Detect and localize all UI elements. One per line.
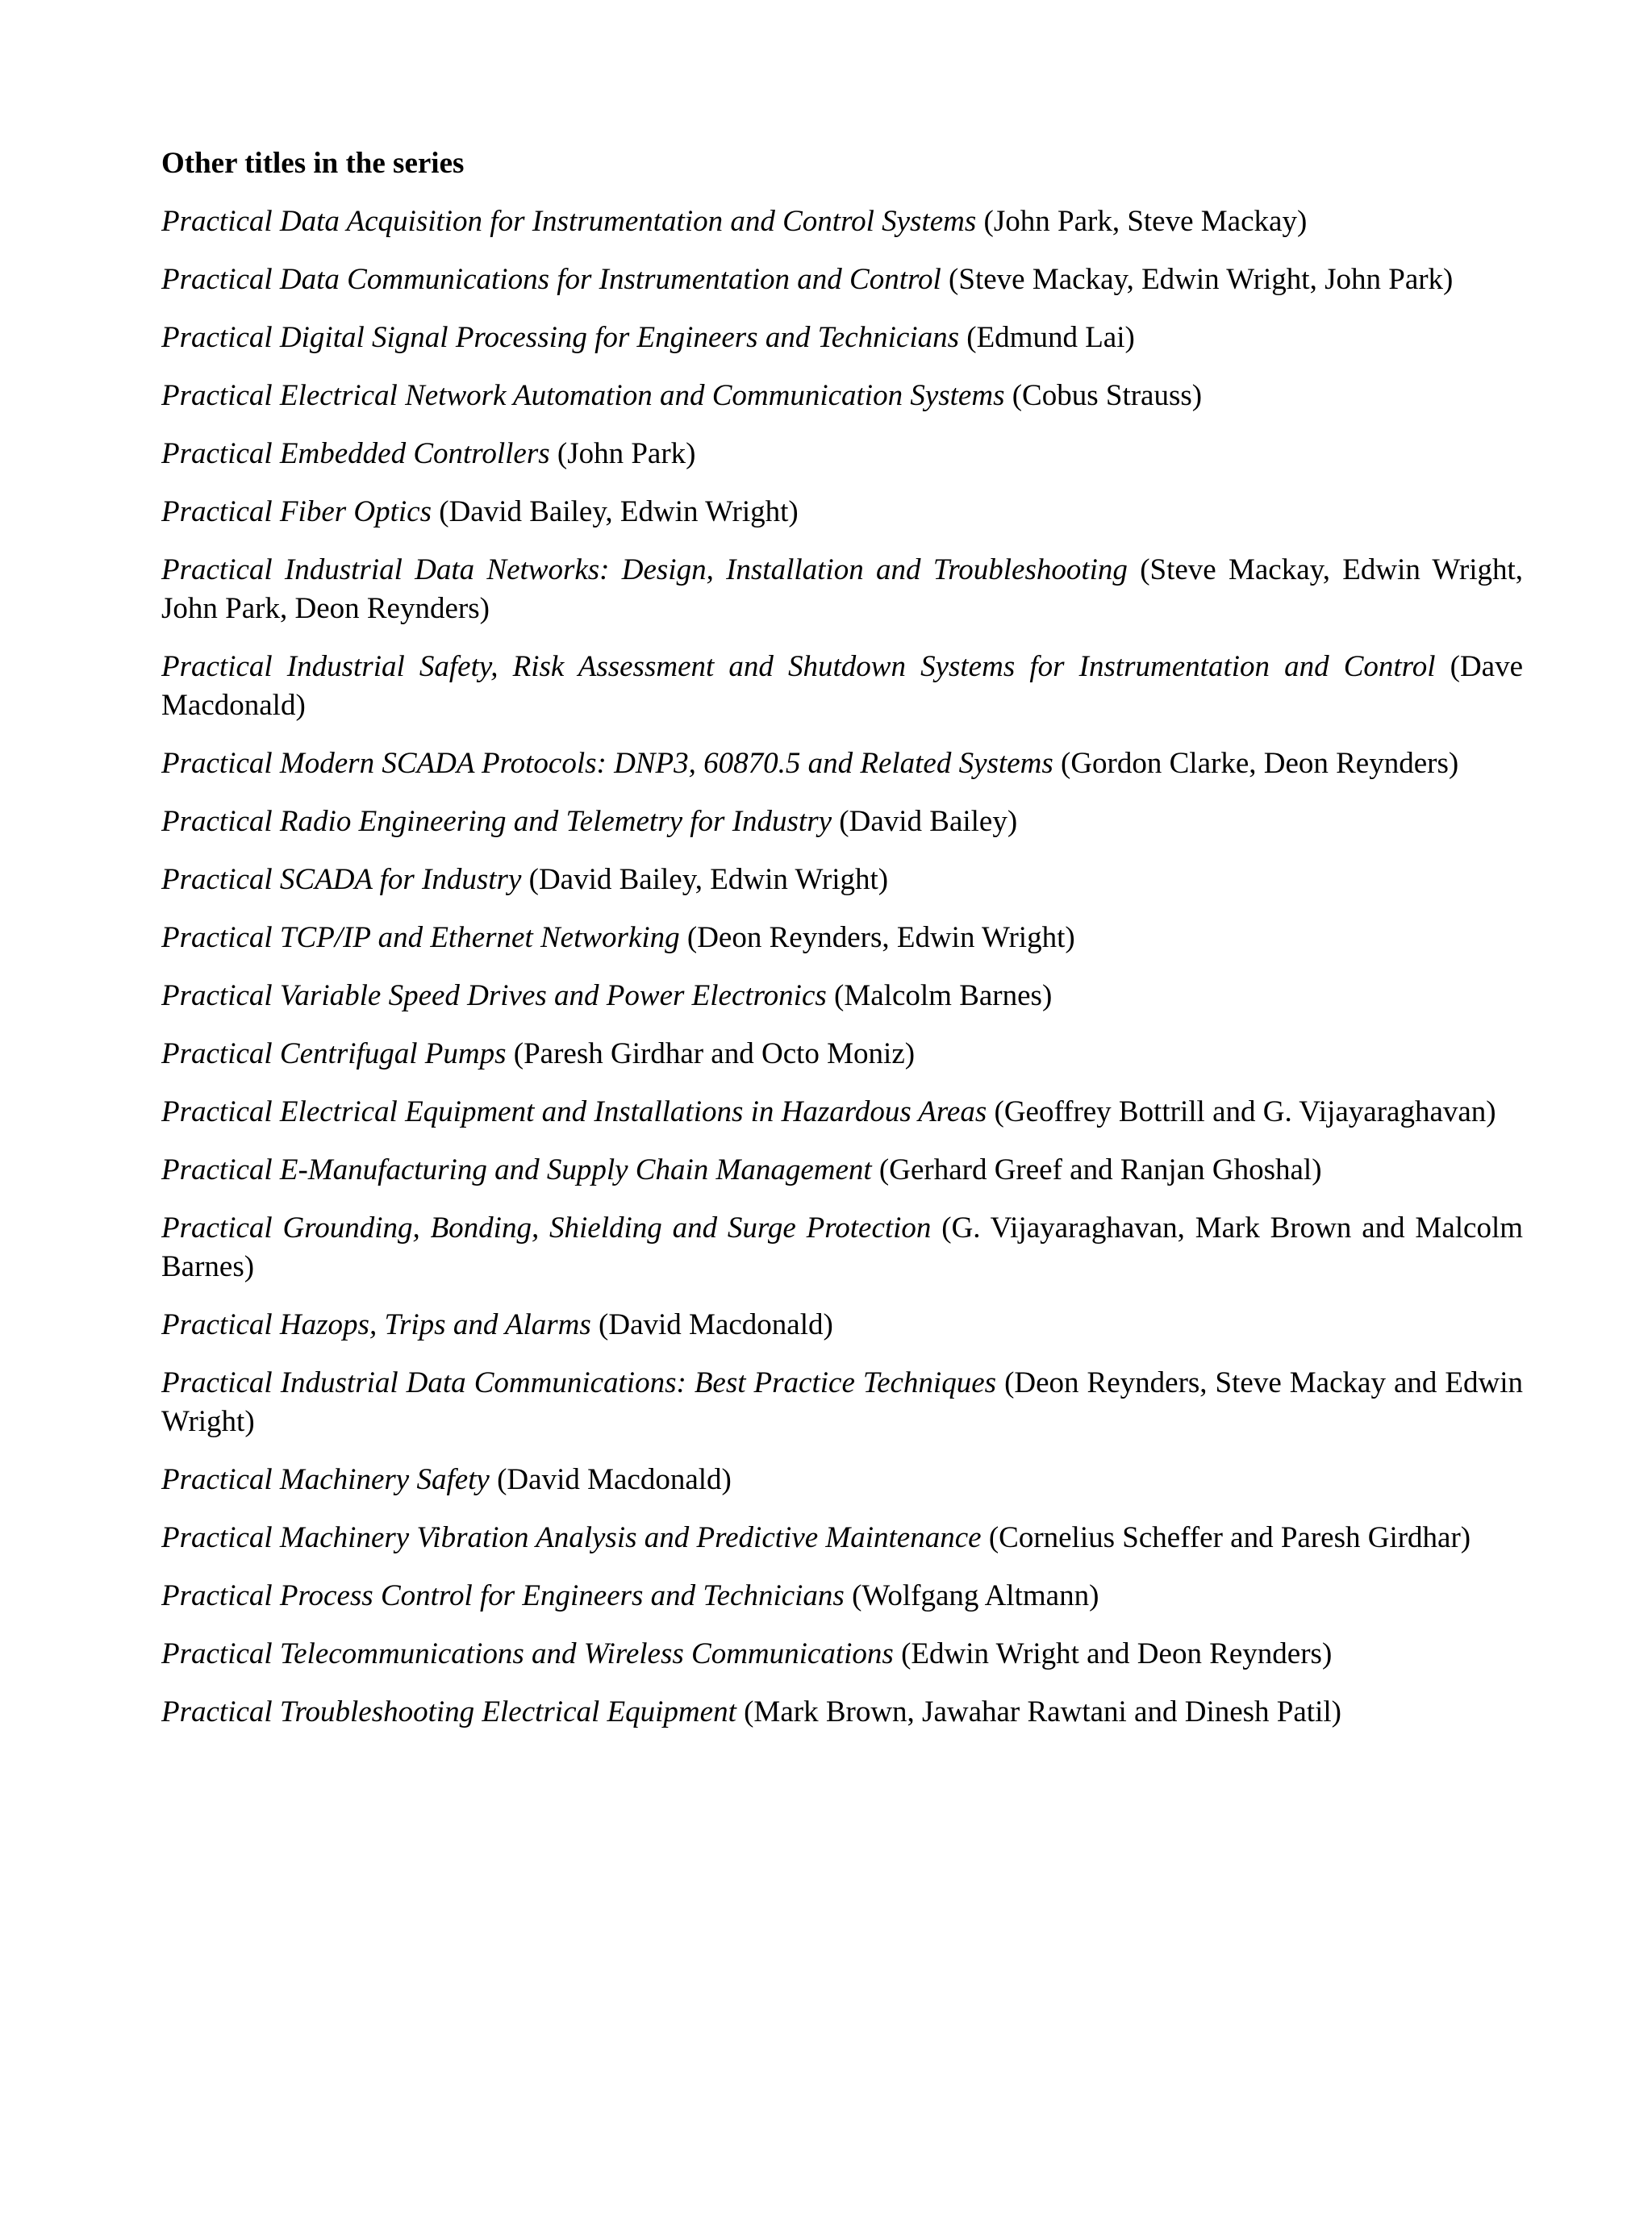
title-entry bbox=[161, 1577, 1523, 1616]
title-entry bbox=[161, 1519, 1523, 1557]
book-authors: (Steve Mackay, Edwin Wright, John Park, Deon Reynders) bbox=[161, 553, 1524, 625]
title-entry bbox=[161, 648, 1523, 725]
book-authors: (Deon Reynders, Edwin Wright) bbox=[686, 921, 1075, 954]
book-title: Practical Modern SCADA Protocols: DNP3, 60870.5 and Related Systems bbox=[161, 747, 1053, 780]
book-authors: (Mark Brown, Jawahar Rawtani and Dinesh Patil) bbox=[744, 1695, 1341, 1728]
book-authors: (David Bailey) bbox=[839, 805, 1018, 838]
title-entry bbox=[161, 1364, 1523, 1441]
book-title: Practical E-Manufacturing and Supply Chain Management bbox=[161, 1153, 872, 1186]
book-title: Practical Industrial Data Communications: Best Practice Techniques bbox=[161, 1366, 997, 1399]
book-authors: (Edmund Lai) bbox=[966, 321, 1135, 354]
title-entry bbox=[161, 1151, 1523, 1190]
title-entry bbox=[161, 861, 1523, 899]
title-entry bbox=[161, 803, 1523, 841]
title-entry bbox=[161, 1635, 1523, 1674]
book-authors: (David Bailey, Edwin Wright) bbox=[528, 863, 889, 896]
book-title: Practical Grounding, Bonding, Shielding and Surge Protection bbox=[161, 1211, 932, 1245]
title-entry bbox=[161, 435, 1523, 473]
book-title: Practical Hazops, Trips and Alarms bbox=[161, 1308, 591, 1341]
book-authors: (John Park, Steve Mackay) bbox=[983, 205, 1308, 238]
book-title: Practical TCP/IP and Ethernet Networking bbox=[161, 921, 680, 954]
book-authors: (John Park) bbox=[557, 437, 696, 470]
book-authors: (Deon Reynders, Steve Mackay and Edwin Wright) bbox=[161, 1366, 1524, 1438]
title-entry bbox=[161, 1209, 1523, 1286]
book-title: Practical Electrical Equipment and Installations in Hazardous Areas bbox=[161, 1095, 987, 1128]
book-title: Practical Industrial Data Networks: Design, Installation and Troubleshooting bbox=[161, 553, 1128, 586]
title-entry bbox=[161, 977, 1523, 1015]
book-title: Practical Process Control for Engineers and Technicians bbox=[161, 1579, 845, 1612]
title-entry bbox=[161, 377, 1523, 415]
book-authors: (Cobus Strauss) bbox=[1012, 379, 1203, 412]
title-entry bbox=[161, 1306, 1523, 1345]
section-heading: Other titles in the series bbox=[161, 147, 465, 180]
book-title: Practical Digital Signal Processing for Engineers and Technicians bbox=[161, 321, 959, 354]
book-title: Practical Data Acquisition for Instrumentation and Control Systems bbox=[161, 205, 977, 238]
book-authors: (David Macdonald) bbox=[599, 1308, 833, 1341]
title-entry bbox=[161, 261, 1523, 299]
title-entry bbox=[161, 493, 1523, 532]
book-title: Practical Electrical Network Automation and Communication Systems bbox=[161, 379, 1005, 412]
titles-list bbox=[161, 202, 1523, 1732]
book-title: Practical Centrifugal Pumps bbox=[161, 1037, 507, 1070]
book-title: Practical Machinery Safety bbox=[161, 1463, 490, 1496]
book-authors: (Geoffrey Bottrill and G. Vijayaraghavan) bbox=[994, 1095, 1496, 1128]
book-authors: (David Bailey, Edwin Wright) bbox=[439, 495, 799, 528]
book-title: Practical Telecommunications and Wireless Communications bbox=[161, 1637, 894, 1670]
page-content bbox=[161, 145, 1523, 1751]
book-authors: (Malcolm Barnes) bbox=[834, 979, 1053, 1012]
book-title: Practical Fiber Optics bbox=[161, 495, 432, 528]
book-title: Practical Troubleshooting Electrical Equipment bbox=[161, 1695, 736, 1728]
book-authors: (Steve Mackay, Edwin Wright, John Park) bbox=[949, 263, 1454, 296]
book-authors: (G. Vijayaraghavan, Mark Brown and Malcolm Barnes) bbox=[161, 1211, 1523, 1283]
title-entry bbox=[161, 1461, 1523, 1499]
title-entry bbox=[161, 744, 1523, 783]
book-authors: (David Macdonald) bbox=[497, 1463, 732, 1496]
book-title: Practical Machinery Vibration Analysis and Predictive Maintenance bbox=[161, 1521, 982, 1554]
book-title: Practical Embedded Controllers bbox=[161, 437, 550, 470]
title-entry bbox=[161, 1093, 1523, 1132]
book-authors: (Edwin Wright and Deon Reynders) bbox=[901, 1637, 1333, 1670]
book-authors: (Paresh Girdhar and Octo Moniz) bbox=[513, 1037, 916, 1070]
book-title: Practical Radio Engineering and Telemetry for Industry bbox=[161, 805, 832, 838]
book-title: Practical Variable Speed Drives and Power Electronics bbox=[161, 979, 827, 1012]
title-entry bbox=[161, 551, 1523, 628]
title-entry bbox=[161, 202, 1523, 241]
book-title: Practical Industrial Safety, Risk Assessment and Shutdown Systems for Instrumentation and Control bbox=[161, 650, 1436, 683]
book-authors: (Gerhard Greef and Ranjan Ghoshal) bbox=[878, 1153, 1322, 1186]
book-authors: (Dave Macdonald) bbox=[161, 650, 1524, 722]
title-entry bbox=[161, 1693, 1523, 1732]
book-authors: (Cornelius Scheffer and Paresh Girdhar) bbox=[988, 1521, 1471, 1554]
book-title: Practical SCADA for Industry bbox=[161, 863, 522, 896]
book-title: Practical Data Communications for Instrumentation and Control bbox=[161, 263, 941, 296]
book-authors: (Wolfgang Altmann) bbox=[852, 1579, 1099, 1612]
title-entry bbox=[161, 319, 1523, 357]
title-entry bbox=[161, 919, 1523, 957]
book-authors: (Gordon Clarke, Deon Reynders) bbox=[1061, 747, 1459, 780]
title-entry bbox=[161, 1035, 1523, 1074]
